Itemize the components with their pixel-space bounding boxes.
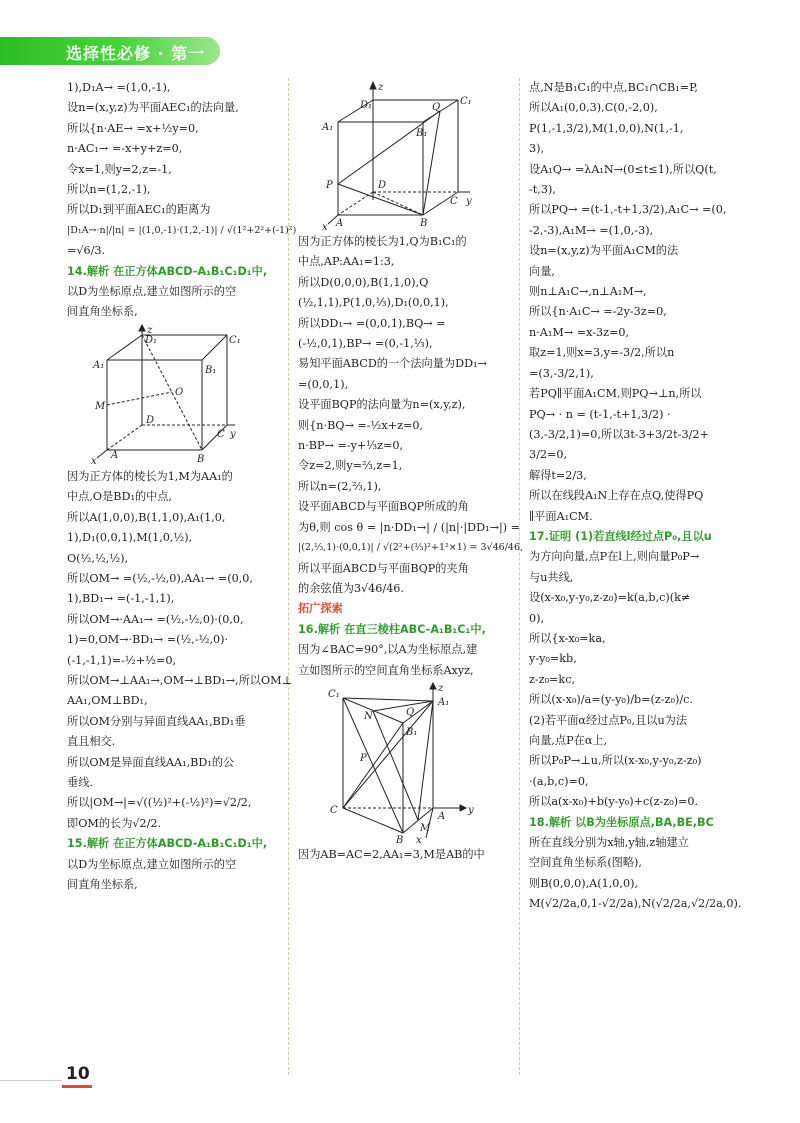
label-B1: B₁ xyxy=(205,364,217,376)
label-C1: C₁ xyxy=(229,334,241,346)
label-Q: Q xyxy=(432,102,441,113)
text-line: 所以a(x-x₀)+b(y-y₀)+c(z-z₀)=0. xyxy=(529,795,699,809)
text-line: (2)若平面α经过点P₀,且以u为法 xyxy=(529,713,688,727)
text-line: 空间直角坐标系(图略), xyxy=(529,856,642,870)
label-C1: C₁ xyxy=(328,688,340,700)
text-line: n·A₁M→ =x-3z=0, xyxy=(529,325,630,339)
page-number-underline xyxy=(62,1085,92,1088)
text-line: 所以{x-x₀=ka, xyxy=(529,631,606,645)
text-line: ∥平面A₁CM. xyxy=(529,509,593,523)
text-line: 则{n·BQ→ =-½x+z=0, xyxy=(298,418,424,432)
label-A: A xyxy=(111,449,119,461)
text-line: 即OM的长为√2/2. xyxy=(67,816,162,830)
text-line: 所以D₁到平面AEC₁的距离为 xyxy=(67,203,211,217)
text-line: 取z=1,则x=3,y=-3/2,所以n xyxy=(529,346,675,360)
text-line: 所以n=(2,⅔,1), xyxy=(298,479,382,493)
text-line: 向量, xyxy=(529,264,555,278)
text-line: 所以DD₁→ =(0,0,1),BQ→ = xyxy=(298,316,446,330)
label-C: C xyxy=(330,804,338,816)
label-M: M xyxy=(420,822,431,834)
text-line: 1),BD₁→ =(-1,-1,1), xyxy=(67,592,175,606)
text-line: 则B(0,0,0),A(1,0,0), xyxy=(529,876,638,890)
text-line: 所以PQ→ =(t-1,-t+1,3/2),A₁C→ =(0, xyxy=(529,203,727,217)
text-line: (3,-3/2,1)=0,所以3t-3+3/2t-3/2+ xyxy=(529,427,709,441)
text-line: 所以(x-x₀)/a=(y-y₀)/b=(z-z₀)/c. xyxy=(529,693,693,707)
label-y: y xyxy=(466,196,472,207)
formula-line: |D₁A→·n|/|n| = |(1,0,-1)·(1,2,-1)| / √(1²+2²+(-1)²) xyxy=(67,224,297,236)
label-x: x xyxy=(416,834,422,846)
text-line: 所以{n·A₁C→ =-2y-3z=0, xyxy=(529,305,667,319)
prism-figure-16 xyxy=(298,682,478,846)
label-C: C xyxy=(217,428,225,440)
problem-18-heading: 18.解析 以B为坐标原点,BA,BE,BC xyxy=(529,815,714,829)
text-line: 以D为坐标原点,建立如图所示的空 xyxy=(67,857,237,871)
label-B: B xyxy=(197,453,205,465)
text-line: 的余弦值为3√46/46. xyxy=(298,581,404,595)
label-x: x xyxy=(91,455,97,467)
text-line: O(½,½,½), xyxy=(67,551,129,565)
text-line: 解得t=2/3, xyxy=(529,468,587,482)
label-z: z xyxy=(147,324,153,336)
problem-15-heading: 15.解析 在正方体ABCD-A₁B₁C₁D₁中, xyxy=(67,837,268,851)
text-line: 3/2=0, xyxy=(529,448,568,462)
text-line: n·BP→ =-y+⅓z=0, xyxy=(298,439,404,453)
label-B1: B₁ xyxy=(416,128,428,139)
text-line: 垂线. xyxy=(67,775,93,789)
text-line: 令z=2,则y=⅔,z=1, xyxy=(298,459,403,473)
text-line: 所以OM→ =(½,-½,0),AA₁→ =(0,0, xyxy=(67,571,253,585)
label-Q: Q xyxy=(406,706,415,718)
formula-line: |(2,⅓,1)·(0,0,1)| / √(2²+(⅓)²+1²×1) = 3√46/46, xyxy=(298,542,524,554)
text-line: 与u共线, xyxy=(529,570,574,584)
text-line: =(3,-3/2,1), xyxy=(529,366,594,380)
text-line: 所以P₀P→⊥u,所以(x-x₀,y-y₀,z-z₀) xyxy=(529,754,702,768)
text-line: 设平面ABCD与平面BQP所成的角 xyxy=(298,500,469,514)
text-line: 所以在线段A₁N上存在点Q,使得PQ xyxy=(529,489,704,503)
text-line: y-y₀=kb, xyxy=(529,652,577,666)
label-C1: C₁ xyxy=(460,96,472,107)
text-line: 因为正方体的棱长为1,Q为B₁C₁的 xyxy=(298,235,467,248)
column-2 xyxy=(298,78,528,865)
text-line: 设n=(x,y,z)为平面A₁CM的法 xyxy=(529,244,679,258)
label-A1: A₁ xyxy=(93,359,105,371)
text-line: 设A₁Q→ =λA₁N→(0≤t≤1),所以Q(t, xyxy=(529,162,717,176)
label-B: B xyxy=(396,834,404,846)
text-line: 所在直线分别为x轴,y轴,z轴建立 xyxy=(529,836,689,850)
text-line: 设平面BQP的法向量为n=(x,y,z), xyxy=(298,398,466,412)
text-line: 立如图所示的空间直角坐标系Axyz, xyxy=(298,663,474,677)
label-x: x xyxy=(322,222,328,233)
text-line: 1),D₁(0,0,1),M(1,0,½), xyxy=(67,531,193,545)
label-A: A xyxy=(336,218,344,229)
label-z: z xyxy=(438,682,444,694)
text-line: 以D为坐标原点,建立如图所示的空 xyxy=(67,285,237,299)
label-P: P xyxy=(326,180,333,191)
label-D1: D₁ xyxy=(360,100,373,111)
text-line: 所以OM→⊥AA₁→,OM→⊥BD₁→,所以OM⊥ xyxy=(67,673,293,687)
text-line: (½,1,1),P(1,0,⅓),D₁(0,0,1), xyxy=(298,296,449,310)
label-M: M xyxy=(95,400,106,412)
problem-16-heading: 16.解析 在直三棱柱ABC-A₁B₁C₁中, xyxy=(298,622,486,636)
label-B: B xyxy=(420,218,428,229)
label-y: y xyxy=(230,428,236,440)
label-y: y xyxy=(468,804,474,816)
text-line: 若PQ∥平面A₁CM,则PQ→⊥n,所以 xyxy=(529,387,702,401)
text-line: 因为∠BAC=90°,以A为坐标原点,建 xyxy=(298,643,478,657)
text-line: n·AC₁→ =-x+y+z=0, xyxy=(67,142,183,156)
text-line: 中点,O是BD₁的中点, xyxy=(67,490,173,504)
text-line: 令x=1,则y=2,z=-1, xyxy=(67,162,172,176)
section-title: 选择性必修 · 第一册 xyxy=(66,44,206,86)
text-line: 所以A(1,0,0),B(1,1,0),A₁(1,0, xyxy=(67,510,226,524)
text-line: M(√2/2a,0,1-√2/2a),N(√2/2a,√2/2a,0). xyxy=(529,897,742,911)
text-line: 设n=(x,y,z)为平面AEC₁的法向量, xyxy=(67,101,239,115)
text-line: 因为正方体的棱长为1,M为AA₁的 xyxy=(67,469,233,483)
extension-section-heading: 拓广探索 xyxy=(298,602,343,616)
text-line: P(1,-1,3/2),M(1,0,0),N(1,-1, xyxy=(529,121,684,135)
text-line: =√6/3. xyxy=(67,244,106,258)
text-line: 3), xyxy=(529,142,545,156)
text-line: 0), xyxy=(529,611,545,625)
text-line: 所以A₁(0,0,3),C(0,-2,0), xyxy=(529,101,658,115)
label-C: C xyxy=(450,196,458,207)
cube-figure-15 xyxy=(298,80,478,233)
text-line: 间直角坐标系, xyxy=(67,305,138,319)
text-line: 则n⊥A₁C→,n⊥A₁M→, xyxy=(529,285,647,299)
text-line: 所以OM→·AA₁→ =(½,-½,0)·(0,0, xyxy=(67,612,244,626)
text-line: -2,-3),A₁M→ =(1,0,-3), xyxy=(529,223,654,237)
text-line: 为方向向量,点P在l上,则向量P₀P→ xyxy=(529,550,700,564)
text-line: 所以OM分别与异面直线AA₁,BD₁垂 xyxy=(67,714,246,728)
page-number: 10 xyxy=(66,1064,90,1084)
text-line: 易知平面ABCD的一个法向量为DD₁→ xyxy=(298,357,487,371)
column-3 xyxy=(529,78,755,915)
column-1 xyxy=(67,78,297,895)
text-line: 所以|OM→|=√((½)²+(-½)²)=√2/2, xyxy=(67,796,252,810)
problem-14-heading: 14.解析 在正方体ABCD-A₁B₁C₁D₁中, xyxy=(67,264,268,278)
text-line: (-1,-1,1)=-½+½=0, xyxy=(67,653,177,667)
text-line: 所以n=(1,2,-1), xyxy=(67,183,151,197)
text-line: z-z₀=kc, xyxy=(529,672,576,686)
label-A1: A₁ xyxy=(438,696,450,708)
text-line: 所以OM是异面直线AA₁,BD₁的公 xyxy=(67,755,235,769)
text-line: 直且相交. xyxy=(67,735,116,749)
cube-figure-14 xyxy=(67,324,241,467)
text-line: (-½,0,1),BP→ =(0,-1,⅓), xyxy=(298,337,433,351)
text-line: 1)=0,OM→·BD₁→ =(½,-½,0)· xyxy=(67,633,229,647)
text-line: 间直角坐标系, xyxy=(67,878,138,891)
label-D1: D₁ xyxy=(145,334,158,346)
label-D: D xyxy=(378,180,387,191)
label-P: P xyxy=(360,752,367,764)
text-line: ·(a,b,c)=0, xyxy=(529,774,589,788)
text-line: 中点,AP:AA₁=1:3, xyxy=(298,255,395,269)
problem-17-heading: 17.证明 (1)若直线l经过点P₀,且以u xyxy=(529,529,712,543)
text-line: PQ→ · n = (t-1,-t+1,3/2) · xyxy=(529,407,671,421)
footer-rule xyxy=(0,1080,62,1081)
text-line: 向量,点P在α上, xyxy=(529,734,608,747)
section-header-banner xyxy=(0,37,220,86)
text-line: -t,3), xyxy=(529,183,556,197)
label-A1: A₁ xyxy=(322,122,334,133)
text-line: =(0,0,1), xyxy=(298,377,349,391)
label-D: D xyxy=(146,414,155,426)
label-O: O xyxy=(175,386,184,398)
text-line: 为θ,则 cos θ = |n·DD₁→| / (|n|·|DD₁→|) = xyxy=(298,520,521,534)
text-line: 所以D(0,0,0),B(1,1,0),Q xyxy=(298,275,429,289)
text-line: 所以{n·AE→ =x+½y=0, xyxy=(67,121,199,135)
text-line: 1),D₁A→ =(1,0,-1), xyxy=(67,81,171,94)
text-line: 所以平面ABCD与平面BQP的夹角 xyxy=(298,561,469,575)
text-line: 因为AB=AC=2,AA₁=3,M是AB的中 xyxy=(298,847,485,861)
label-A: A xyxy=(438,810,446,822)
label-z: z xyxy=(378,82,384,93)
text-line: AA₁,OM⊥BD₁, xyxy=(67,694,148,708)
text-line: 点,N是B₁C₁的中点,BC₁∩CB₁=P, xyxy=(529,81,698,94)
label-N: N xyxy=(364,710,373,722)
label-B1: B₁ xyxy=(406,726,418,738)
text-line: 设(x-x₀,y-y₀,z-z₀)=k(a,b,c)(k≠ xyxy=(529,591,691,605)
